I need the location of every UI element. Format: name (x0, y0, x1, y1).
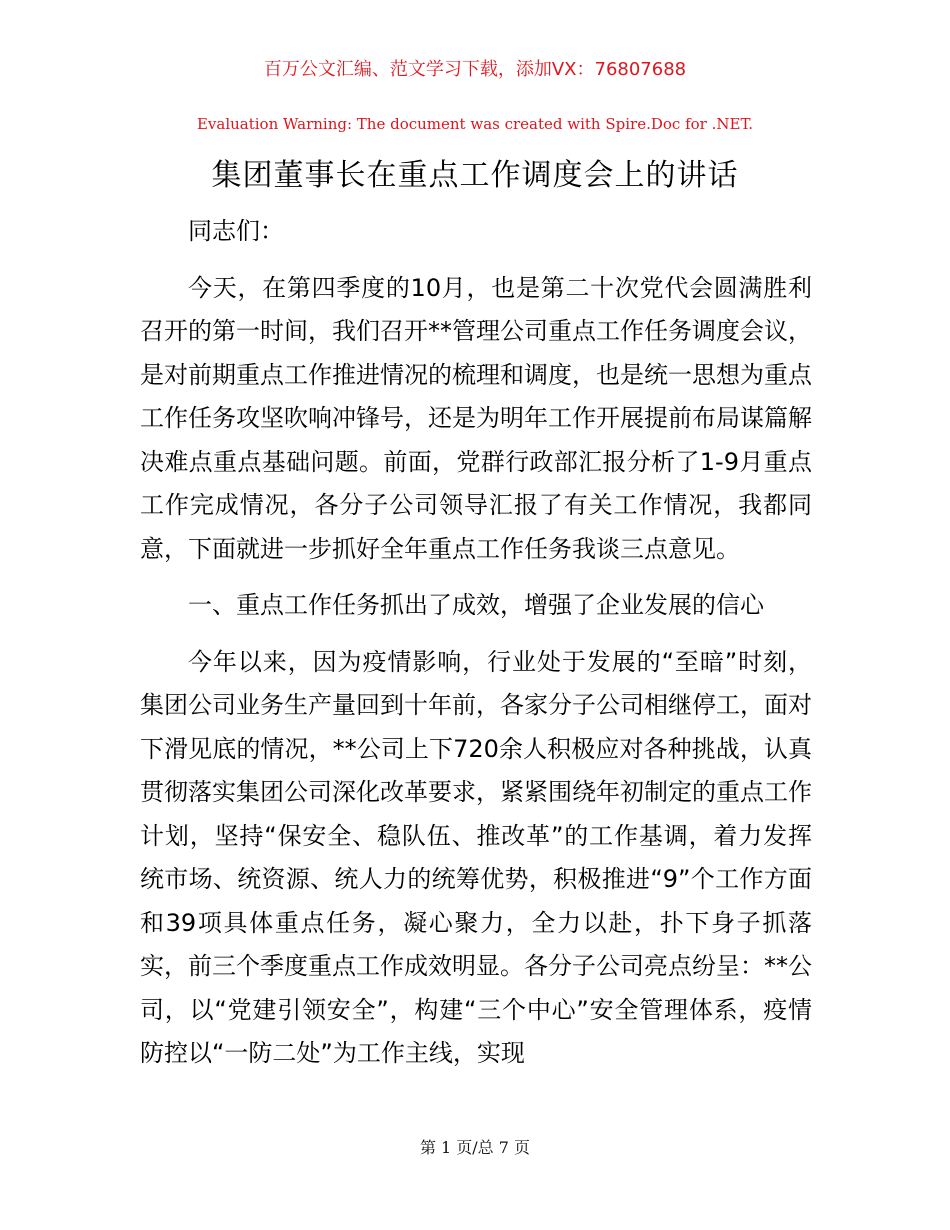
evaluation-warning: Evaluation Warning: The document was created with Spire.Doc for .NET. (196, 115, 754, 133)
salutation: 同志们： (188, 217, 284, 245)
page-indicator: 第 1 页/总 7 页 (419, 1138, 531, 1157)
paragraph-intro: 今天，在第四季度的10月，也是第二十次党代会圆满胜利召开的第一时间，我们召开**管理公司重点工作任务调度会议，是对前期重点工作推进情况的梳理和调度，也是统一思想为重点工作任务攻坚吹响冲锋号，还是为明年工作开展提前布局谋篇解决难点重点基础问题。前面，党群行政部汇报分析了1-9月重点工作完成情况，各分子公司领导汇报了有关工作情况，我都同意，下面就进一步抓好全年重点工作任务我谈三点意见。 (140, 273, 812, 563)
document-body (140, 210, 812, 1076)
promo-banner: 百万公文汇编、范文学习下载，添加VX：76807688 (263, 59, 687, 80)
document-title: 集团董事长在重点工作调度会上的讲话 (211, 158, 739, 193)
section-heading-1: 一、重点工作任务抓出了成效，增强了企业发展的信心 (188, 591, 764, 619)
paragraph-achievements: 今年以来，因为疫情影响，行业处于发展的“至暗”时刻，集团公司业务生产量回到十年前，各家分子公司相继停工，面对下滑见底的情况，**公司上下720余人积极应对各种挑战，认真贯彻落实集团公司深化改革要求，紧紧围绕年初制定的重点工作计划，坚持“保安全、稳队伍、推改革”的工作基调，着力发挥统市场、统资源、统人力的统筹优势，积极推进“9”个工作方面和39项具体重点任务，凝心聚力，全力以赴，扑下身子抓落实，前三个季度重点工作成效明显。各分子公司亮点纷呈：**公司，以“党建引领安全”，构建“三个中心”安全管理体系，疫情防控以“一防二处”为工作主线，实现 (140, 647, 812, 1067)
